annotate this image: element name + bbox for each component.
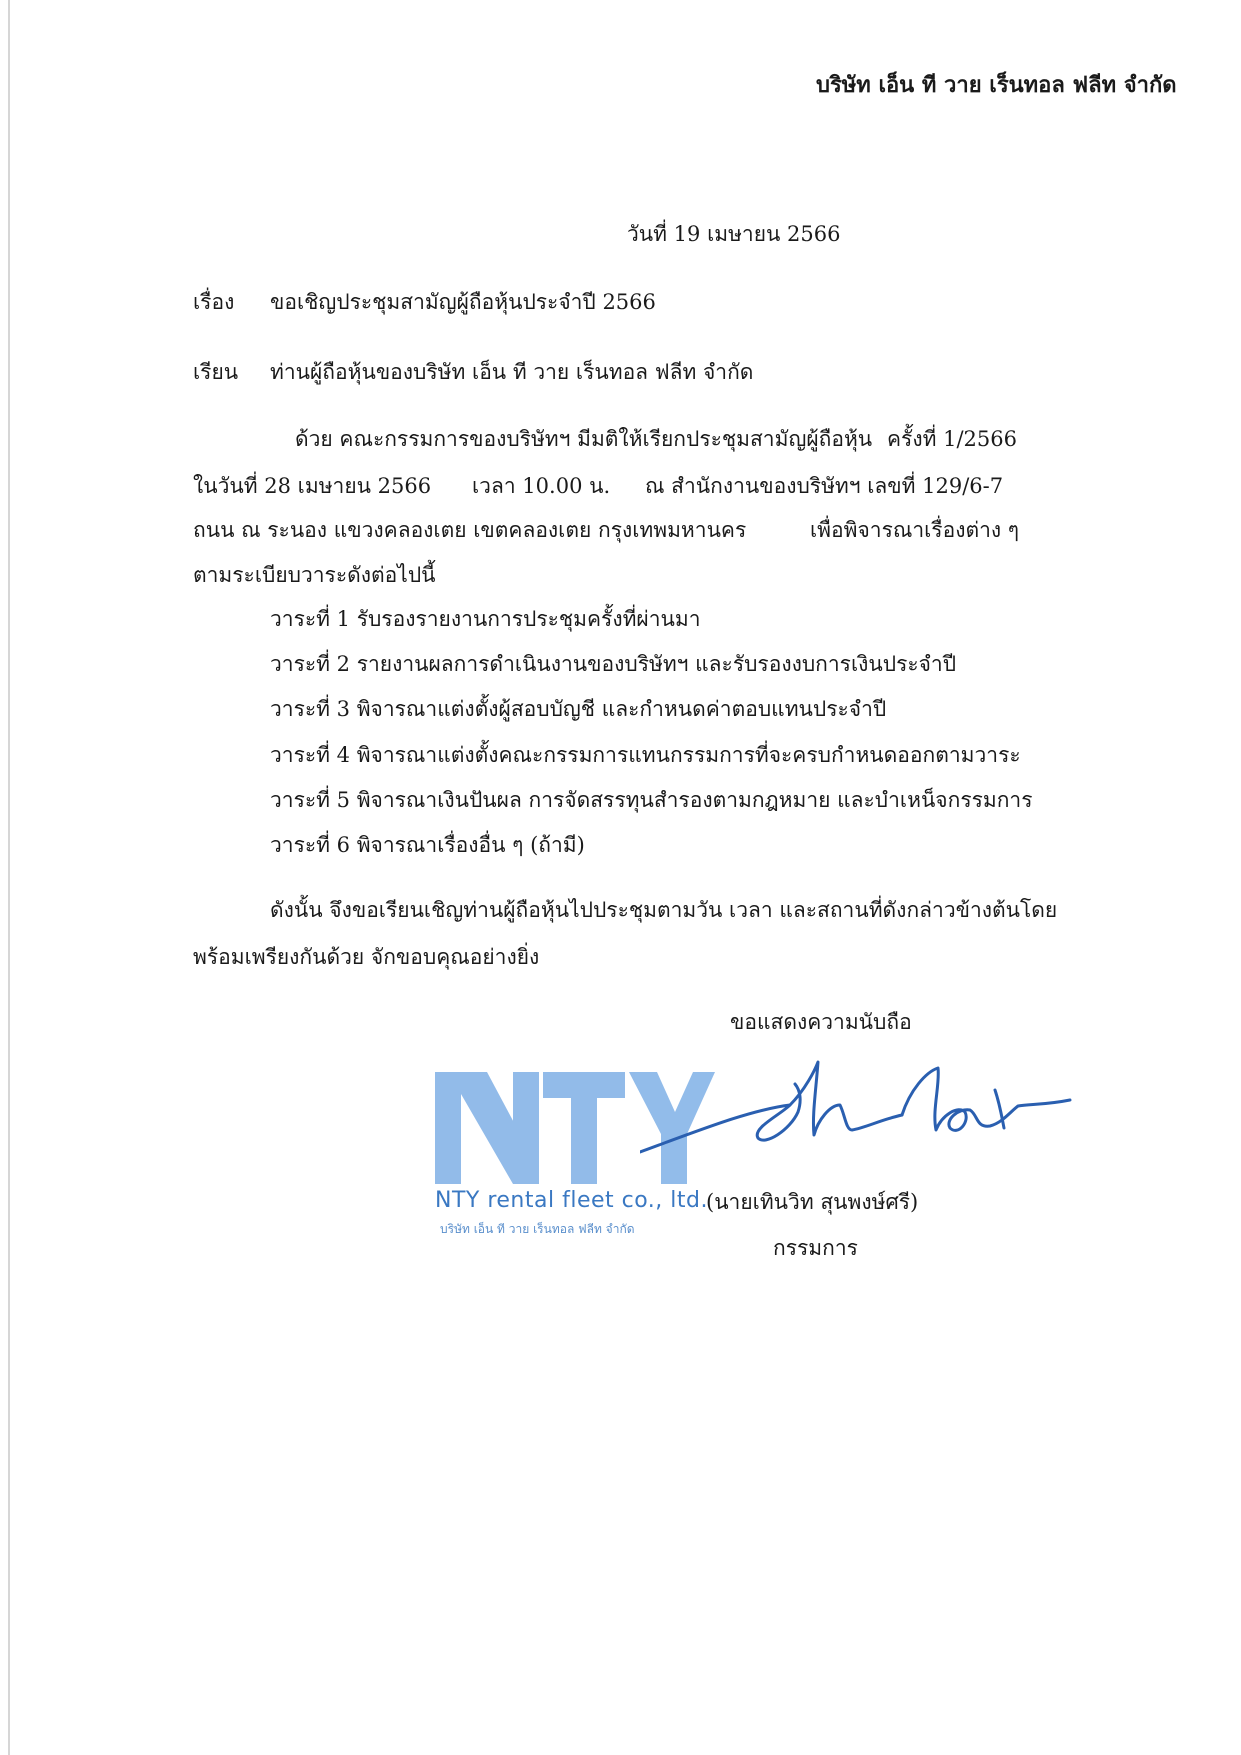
agenda-item: วาระที่ 5 พิจารณาเงินปันผล การจัดสรรทุนสำรองตามกฎหมาย และบำเหน็จกรรมการ [270, 788, 1033, 812]
page-edge [8, 0, 10, 1755]
body-line-2c: ณ สำนักงานของบริษัทฯ เลขที่ 129/6-7 [645, 474, 1004, 498]
agenda-item: วาระที่ 4 พิจารณาแต่งตั้งคณะกรรมการแทนกรรมการที่จะครบกำหนดออกตามวาระ [270, 743, 1021, 767]
subject-text: ขอเชิญประชุมสามัญผู้ถือหุ้นประจำปี 2566 [270, 290, 656, 314]
signature [640, 1060, 1080, 1170]
agenda-item: วาระที่ 3 พิจารณาแต่งตั้งผู้สอบบัญชี และกำหนดค่าตอบแทนประจำปี [270, 697, 887, 721]
stamp-thai-name: บริษัท เอ็น ที วาย เร็นทอล ฟลีท จำกัด [440, 1222, 635, 1236]
body-line-4: ตามระเบียบวาระดังต่อไปนี้ [193, 563, 436, 587]
body-line-2a: ในวันที่ 28 เมษายน 2566 [193, 474, 432, 498]
signer-title: กรรมการ [773, 1236, 858, 1260]
body-line-2b: เวลา 10.00 น. [472, 474, 611, 498]
agenda-item: วาระที่ 2 รายงานผลการดำเนินงานของบริษัทฯ และรับรองงบการเงินประจำปี [270, 652, 957, 676]
subject-label: เรื่อง [193, 290, 235, 314]
body-line-1b: ครั้งที่ 1/2566 [887, 427, 1017, 451]
regards: ขอแสดงความนับถือ [730, 1010, 912, 1034]
stamp-english-name: NTY rental fleet co., ltd. [435, 1188, 708, 1213]
closing-line-1: ดังนั้น จึงขอเรียนเชิญท่านผู้ถือหุ้นไปประชุมตามวัน เวลา และสถานที่ดังกล่าวข้างต้นโดย [270, 898, 1058, 922]
recipient-text: ท่านผู้ถือหุ้นของบริษัท เอ็น ที วาย เร็นทอล ฟลีท จำกัด [270, 360, 754, 384]
agenda-item: วาระที่ 1 รับรองรายงานการประชุมครั้งที่ผ่านมา [270, 607, 701, 631]
recipient-label: เรียน [193, 360, 239, 384]
body-line-1a: ด้วย คณะกรรมการของบริษัทฯ มีมติให้เรียกประชุมสามัญผู้ถือหุ้น [295, 427, 873, 451]
company-header: บริษัท เอ็น ที วาย เร็นทอล ฟลีท จำกัด [816, 72, 1177, 98]
body-line-3a: ถนน ณ ระนอง แขวงคลองเตย เขตคลองเตย กรุงเทพมหานคร [193, 518, 747, 542]
agenda-item: วาระที่ 6 พิจารณาเรื่องอื่น ๆ (ถ้ามี) [270, 833, 585, 857]
closing-line-2: พร้อมเพรียงกันด้วย จักขอบคุณอย่างยิ่ง [193, 945, 540, 969]
stamp-logo-text: NTY [435, 1072, 438, 1073]
body-line-3b: เพื่อพิจารณาเรื่องต่าง ๆ [810, 518, 1020, 542]
signer-name: (นายเทินวิท สุนพงษ์ศรี) [706, 1190, 919, 1214]
date-line: วันที่ 19 เมษายน 2566 [627, 222, 841, 246]
